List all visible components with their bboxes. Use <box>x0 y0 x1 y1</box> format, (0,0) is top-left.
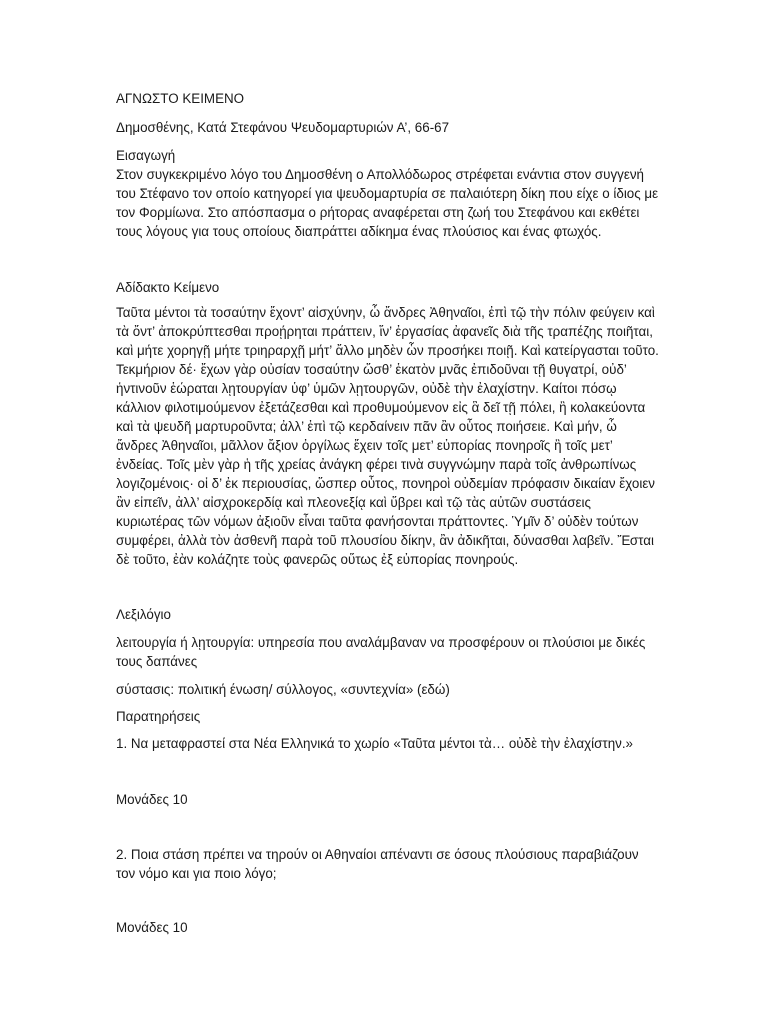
source-text-paragraph: Ταῦτα μέντοι τὰ τοσαύτην ἔχοντ’ αἰσχύνην, ὦ ἄνδρες Ἀθηναῖοι, ἐπὶ τῷ τὴν πόλιν φεύγειν καὶ τὰ ὄντ’ ἀποκρύπτεσθαι προῄρηται πράττειν, ἵν’ ἐργασίας ἀφανεῖς διὰ τῆς τραπέζης ποιῆται, καὶ μήτε χορηγῇ μήτε τριηραρχῇ μήτ’ ἄλλο μηδὲν ὧν προσήκει ποιῇ. Καὶ κατείργασται τοῦτο. Τεκμήριον δέ· ἔχων γὰρ οὐσίαν τοσαύτην ὥσθ’ ἑκατὸν μνᾶς ἐπιδοῦναι τῇ θυγατρί, οὐδ’ ἡντινοῦν ἑώραται λῃτουργίαν ὑφ’ ὑμῶν λῃτουργῶν, οὐδὲ τὴν ἐλαχίστην. Καίτοι πόσῳ κάλλιον φιλοτιμούμενον ἐξετάζεσθαι καὶ προθυμούμενον εἰς ἃ δεῖ τῇ πόλει, ἢ κολακεύοντα καὶ τὰ ψευδῆ μαρτυροῦντα; ἀλλ’ ἐπὶ τῷ κερδαίνειν πᾶν ἂν οὗτος ποιήσειε. Καὶ μήν, ὦ ἄνδρες Ἀθηναῖοι, μᾶλλον ἄξιον ὀργίλως ἔχειν τοῖς μετ’ εὐπορίας πονηροῖς ἢ τοῖς μετ’ ἐνδείας. Τοῖς μὲν γὰρ ἡ τῆς χρείας ἀνάγκη φέρει τινὰ συγγνώμην παρὰ τοῖς ἀνθρωπίνως λογιζομένοις· οἱ δ’ ἐκ περιουσίας, ὥσπερ οὗτος, πονηροὶ οὐδεμίαν πρόφασιν δικαίαν ἔχοιεν ἂν εἰπεῖν, ἀλλ’ αἰσχροκερδίᾳ καὶ πλεονεξίᾳ καὶ ὕβρει καὶ τῷ τὰς αὐτῶν συστάσεις κυριωτέρας τῶν νόμων ἀξιοῦν εἶναι ταῦτα φανήσονται πράττοντες. Ὑμῖν δ’ οὐδὲν τούτων συμφέρει, ἀλλὰ τὸν ἀσθενῆ παρὰ τοῦ πλουσίου δίκην, ἂν ἀδικῆται, δύνασθαι λαβεῖν. Ἔσται δὲ τοῦτο, ἐὰν κολάζητε τοὺς φανερῶς οὕτως ἐξ εὐπορίας πονηρούς. <box>116 305 659 567</box>
question-2-points: Μονάδες 10 <box>116 920 188 935</box>
notes-heading: Παρατηρήσεις <box>116 709 201 724</box>
glossary-item: σύστασις: πολιτική ένωση/ σύλλογος, «συντεχνία» (εδώ) <box>116 682 450 697</box>
question-2: 2. Ποια στάση πρέπει να τηρούν οι Αθηναίοι απέναντι σε όσους πλούσιους παραβιάζουν τον νόμο και για ποιο λόγο; <box>116 847 639 881</box>
question-1-points: Μονάδες 10 <box>116 792 188 807</box>
source-heading: Αδίδακτο Κείμενο <box>116 280 220 295</box>
glossary-item: λειτουργία ή λῃτουργία: υπηρεσία που αναλάμβαναν να προσφέρουν οι πλούσιοι με δικές τους δαπάνες <box>116 635 646 669</box>
intro-paragraph: Στον συγκεκριμένο λόγο του Δημοσθένη ο Απολλόδωρος στρέφεται ενάντια στον συγγενή του Στέφανο τον οποίο κατηγορεί για ψευδομαρτυρία σε παλαιότερη δίκη που είχε ο ίδιος με τον Φορμίωνα. Στο απόσπασμα ο ρήτορας αναφέρεται στη ζωή του Στεφάνου και εκθέτει τους λόγους για τους οποίους διαπράττει αδίκημα ένας πλούσιος και ένας φτωχός. <box>116 167 659 239</box>
question-1: 1. Να μεταφραστεί στα Νέα Ελληνικά το χωρίο «Ταῦτα μέντοι τὰ… οὐδὲ τὴν ἐλαχίστην.» <box>116 736 634 751</box>
glossary-heading: Λεξιλόγιο <box>116 607 171 622</box>
intro-heading: Εισαγωγή <box>116 148 176 163</box>
document-title: ΑΓΝΩΣΤΟ ΚΕΙΜΕΝΟ <box>116 91 245 106</box>
document-subtitle: Δημοσθένης, Κατά Στεφάνου Ψευδομαρτυριών Α’, 66-67 <box>116 120 450 135</box>
